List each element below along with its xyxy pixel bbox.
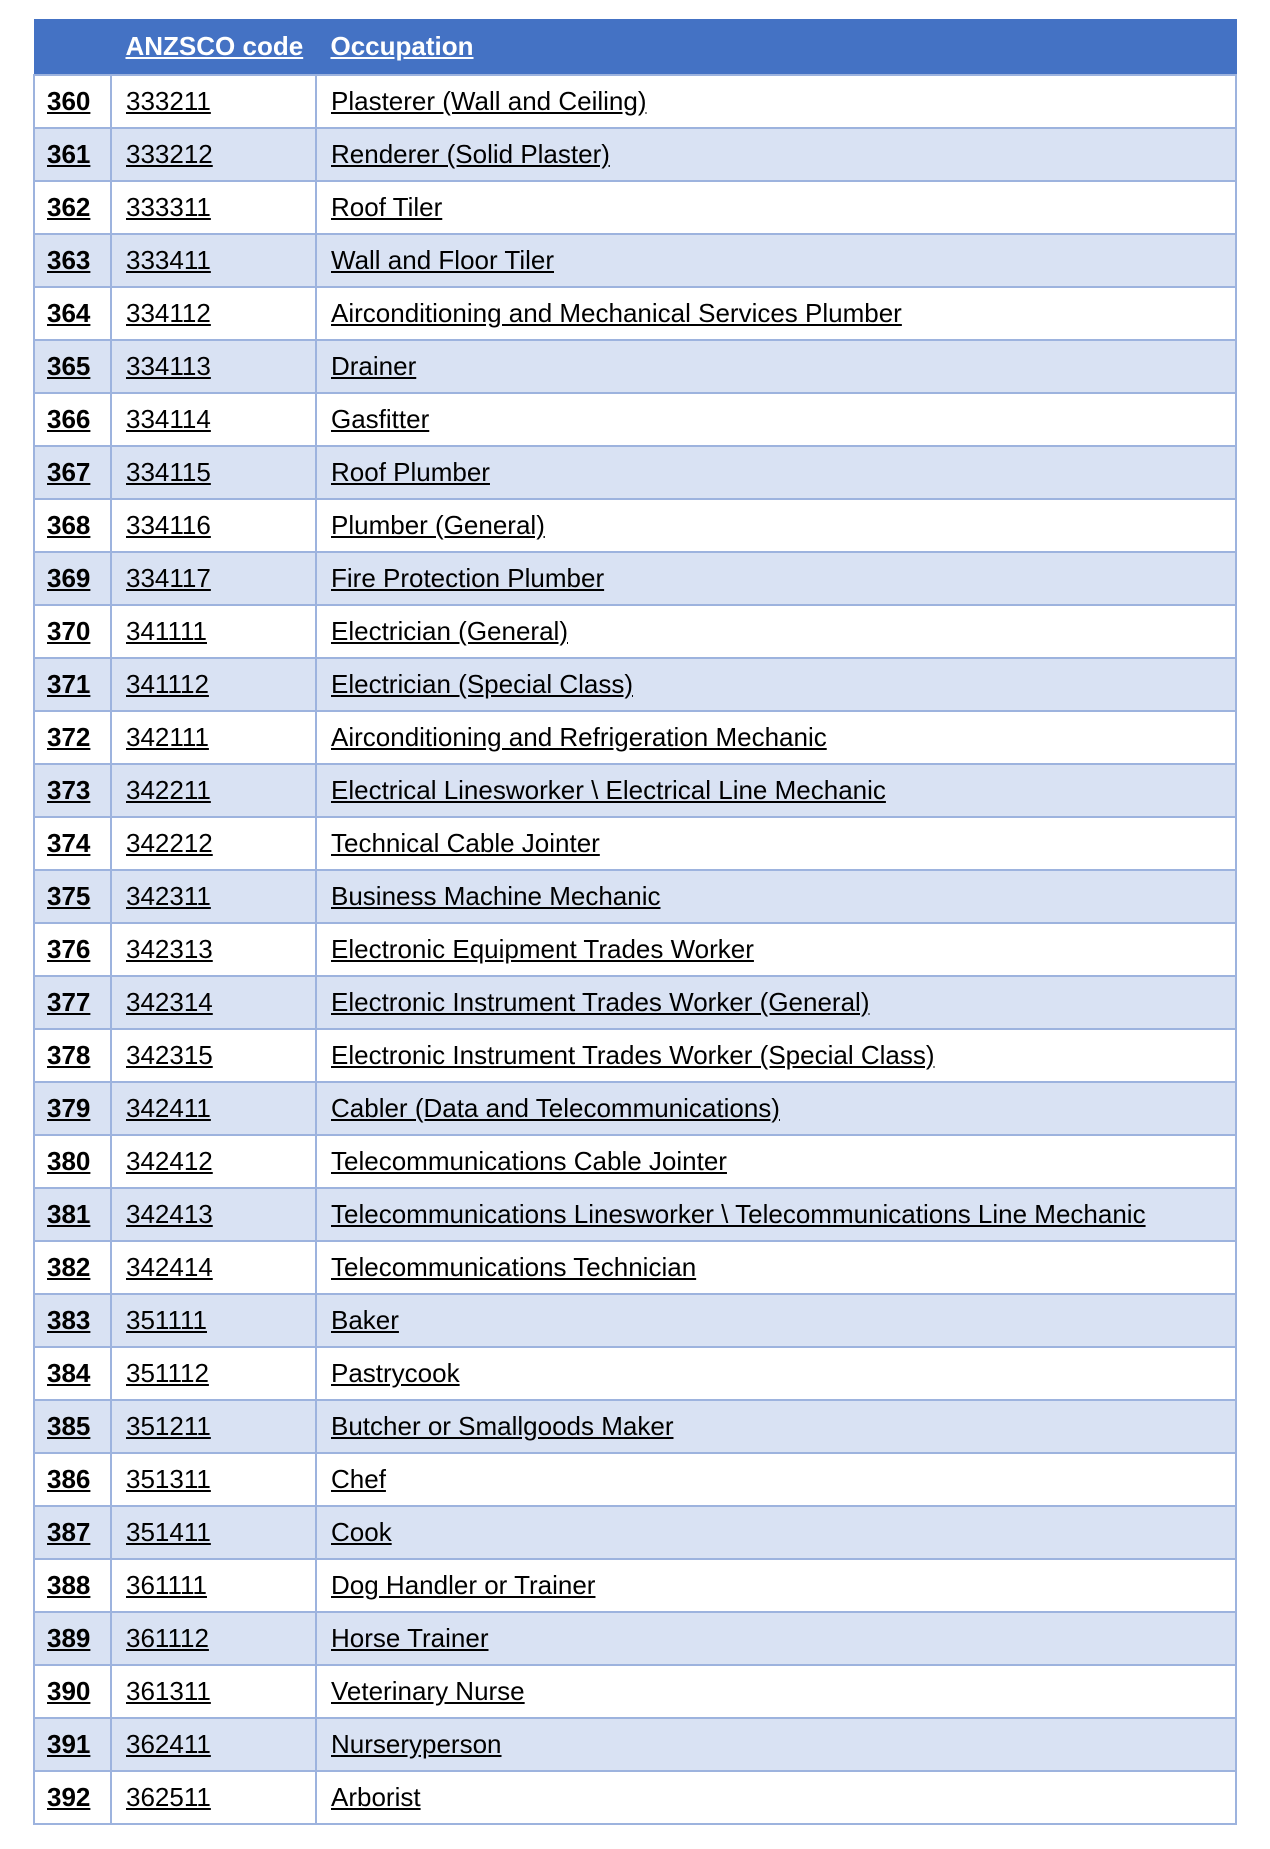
anzsco-code-link[interactable]: 333211	[111, 75, 316, 128]
table-row	[34, 287, 1236, 340]
anzsco-code-link[interactable]: 342412	[111, 1135, 316, 1188]
anzsco-code-link[interactable]: 334112	[111, 287, 316, 340]
occupation-link[interactable]: Dog Handler or Trainer	[316, 1559, 1236, 1612]
table-row	[34, 1559, 1236, 1612]
occupation-link[interactable]: Telecommunications Technician	[316, 1241, 1236, 1294]
table-row	[34, 870, 1236, 923]
table-row	[34, 552, 1236, 605]
row-number[interactable]: 360	[34, 75, 111, 128]
occupation-link[interactable]: Butcher or Smallgoods Maker	[316, 1400, 1236, 1453]
header-anzsco-code[interactable]: ANZSCO code	[111, 20, 316, 75]
table-row	[34, 1771, 1236, 1824]
anzsco-code-link[interactable]: 334115	[111, 446, 316, 499]
row-number[interactable]: 392	[34, 1771, 111, 1824]
occupation-link[interactable]: Electronic Instrument Trades Worker (General)	[316, 976, 1236, 1029]
occupation-table-container	[33, 19, 1235, 1825]
table-row	[34, 817, 1236, 870]
anzsco-code-link[interactable]: 333311	[111, 181, 316, 234]
table-header	[34, 20, 1236, 75]
anzsco-code-link[interactable]: 334116	[111, 499, 316, 552]
anzsco-code-link[interactable]: 341111	[111, 605, 316, 658]
occupation-link[interactable]: Renderer (Solid Plaster)	[316, 128, 1236, 181]
occupation-link[interactable]: Veterinary Nurse	[316, 1665, 1236, 1718]
row-number[interactable]: 367	[34, 446, 111, 499]
row-number[interactable]: 387	[34, 1506, 111, 1559]
row-number[interactable]: 368	[34, 499, 111, 552]
header-row	[34, 20, 1236, 75]
table-row	[34, 499, 1236, 552]
occupation-link[interactable]: Plumber (General)	[316, 499, 1236, 552]
anzsco-code-link[interactable]: 342411	[111, 1082, 316, 1135]
anzsco-code-link[interactable]: 351311	[111, 1453, 316, 1506]
anzsco-code-link[interactable]: 342111	[111, 711, 316, 764]
row-number[interactable]: 378	[34, 1029, 111, 1082]
anzsco-code-link[interactable]: 361111	[111, 1559, 316, 1612]
anzsco-code-link[interactable]: 342315	[111, 1029, 316, 1082]
row-number[interactable]: 391	[34, 1718, 111, 1771]
anzsco-code-link[interactable]: 334117	[111, 552, 316, 605]
row-number[interactable]: 364	[34, 287, 111, 340]
table-row	[34, 711, 1236, 764]
row-number[interactable]: 375	[34, 870, 111, 923]
occupation-link[interactable]: Electrician (Special Class)	[316, 658, 1236, 711]
table-row	[34, 446, 1236, 499]
occupation-link[interactable]: Horse Trainer	[316, 1612, 1236, 1665]
table-row	[34, 1347, 1236, 1400]
table-row	[34, 1400, 1236, 1453]
occupation-link[interactable]: Business Machine Mechanic	[316, 870, 1236, 923]
table-row	[34, 764, 1236, 817]
anzsco-code-link[interactable]: 361112	[111, 1612, 316, 1665]
row-number[interactable]: 380	[34, 1135, 111, 1188]
table-row	[34, 75, 1236, 128]
row-number[interactable]: 389	[34, 1612, 111, 1665]
row-number[interactable]: 377	[34, 976, 111, 1029]
anzsco-code-link[interactable]: 342413	[111, 1188, 316, 1241]
row-number[interactable]: 384	[34, 1347, 111, 1400]
occupation-link[interactable]: Nurseryperson	[316, 1718, 1236, 1771]
occupation-link[interactable]: Cook	[316, 1506, 1236, 1559]
anzsco-code-link[interactable]: 334113	[111, 340, 316, 393]
anzsco-code-link[interactable]: 342314	[111, 976, 316, 1029]
row-number[interactable]: 370	[34, 605, 111, 658]
table-row	[34, 976, 1236, 1029]
occupation-link[interactable]: Airconditioning and Mechanical Services Plumber	[316, 287, 1236, 340]
table-row	[34, 923, 1236, 976]
occupation-link[interactable]: Airconditioning and Refrigeration Mechanic	[316, 711, 1236, 764]
occupation-link[interactable]: Roof Tiler	[316, 181, 1236, 234]
anzsco-code-link[interactable]: 351411	[111, 1506, 316, 1559]
table-row	[34, 1029, 1236, 1082]
anzsco-code-link[interactable]: 333411	[111, 234, 316, 287]
row-number[interactable]: 388	[34, 1559, 111, 1612]
row-number[interactable]: 386	[34, 1453, 111, 1506]
occupation-link[interactable]: Baker	[316, 1294, 1236, 1347]
anzsco-code-link[interactable]: 361311	[111, 1665, 316, 1718]
occupation-link[interactable]: Electronic Equipment Trades Worker	[316, 923, 1236, 976]
row-number[interactable]: 369	[34, 552, 111, 605]
anzsco-code-link[interactable]: 342212	[111, 817, 316, 870]
occupation-link[interactable]: Electrical Linesworker \ Electrical Line Mechanic	[316, 764, 1236, 817]
table-row	[34, 1241, 1236, 1294]
occupation-link[interactable]: Chef	[316, 1453, 1236, 1506]
row-number[interactable]: 373	[34, 764, 111, 817]
occupation-link[interactable]: Telecommunications Cable Jointer	[316, 1135, 1236, 1188]
occupation-link[interactable]: Technical Cable Jointer	[316, 817, 1236, 870]
occupation-link[interactable]: Plasterer (Wall and Ceiling)	[316, 75, 1236, 128]
occupation-link[interactable]: Cabler (Data and Telecommunications)	[316, 1082, 1236, 1135]
table-body	[34, 75, 1236, 1824]
table-row	[34, 1135, 1236, 1188]
occupation-link[interactable]: Electronic Instrument Trades Worker (Special Class)	[316, 1029, 1236, 1082]
table-row	[34, 393, 1236, 446]
row-number[interactable]: 366	[34, 393, 111, 446]
table-row	[34, 605, 1236, 658]
table-row	[34, 181, 1236, 234]
table-row	[34, 1506, 1236, 1559]
row-number[interactable]: 381	[34, 1188, 111, 1241]
row-number[interactable]: 390	[34, 1665, 111, 1718]
row-number[interactable]: 374	[34, 817, 111, 870]
row-number[interactable]: 361	[34, 128, 111, 181]
occupation-table	[33, 19, 1237, 1825]
table-row	[34, 1294, 1236, 1347]
occupation-link[interactable]: Electrician (General)	[316, 605, 1236, 658]
anzsco-code-link[interactable]: 351211	[111, 1400, 316, 1453]
occupation-link[interactable]: Roof Plumber	[316, 446, 1236, 499]
occupation-link[interactable]: Gasfitter	[316, 393, 1236, 446]
table-row	[34, 1453, 1236, 1506]
table-row	[34, 658, 1236, 711]
anzsco-code-link[interactable]: 351112	[111, 1347, 316, 1400]
occupation-link[interactable]: Wall and Floor Tiler	[316, 234, 1236, 287]
row-number[interactable]: 383	[34, 1294, 111, 1347]
anzsco-code-link[interactable]: 351111	[111, 1294, 316, 1347]
row-number[interactable]: 365	[34, 340, 111, 393]
anzsco-code-link[interactable]: 342313	[111, 923, 316, 976]
anzsco-code-link[interactable]: 342414	[111, 1241, 316, 1294]
anzsco-code-link[interactable]: 333212	[111, 128, 316, 181]
header-num	[34, 20, 111, 75]
anzsco-code-link[interactable]: 342211	[111, 764, 316, 817]
table-row	[34, 1082, 1236, 1135]
occupation-link[interactable]: Telecommunications Linesworker \ Telecommunications Line Mechanic	[316, 1188, 1236, 1241]
anzsco-code-link[interactable]: 362411	[111, 1718, 316, 1771]
occupation-link[interactable]: Pastrycook	[316, 1347, 1236, 1400]
header-occupation[interactable]: Occupation	[316, 20, 1236, 75]
occupation-link[interactable]: Fire Protection Plumber	[316, 552, 1236, 605]
row-number[interactable]: 382	[34, 1241, 111, 1294]
table-row	[34, 234, 1236, 287]
occupation-link[interactable]: Arborist	[316, 1771, 1236, 1824]
table-row	[34, 1188, 1236, 1241]
row-number[interactable]: 379	[34, 1082, 111, 1135]
table-row	[34, 1718, 1236, 1771]
row-number[interactable]: 363	[34, 234, 111, 287]
table-row	[34, 1665, 1236, 1718]
row-number[interactable]: 376	[34, 923, 111, 976]
occupation-link[interactable]: Drainer	[316, 340, 1236, 393]
table-row	[34, 128, 1236, 181]
row-number[interactable]: 385	[34, 1400, 111, 1453]
row-number[interactable]: 372	[34, 711, 111, 764]
table-row	[34, 1612, 1236, 1665]
table-row	[34, 340, 1236, 393]
row-number[interactable]: 371	[34, 658, 111, 711]
anzsco-code-link[interactable]: 342311	[111, 870, 316, 923]
anzsco-code-link[interactable]: 334114	[111, 393, 316, 446]
anzsco-code-link[interactable]: 362511	[111, 1771, 316, 1824]
row-number[interactable]: 362	[34, 181, 111, 234]
anzsco-code-link[interactable]: 341112	[111, 658, 316, 711]
